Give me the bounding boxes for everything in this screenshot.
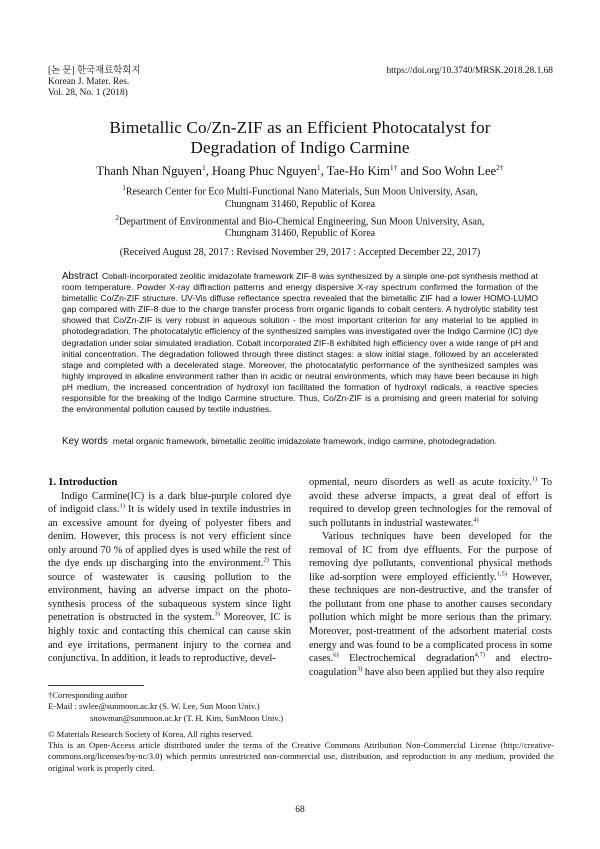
footnote-divider: [48, 685, 144, 686]
license-text: This is an Open-Access article distributed under the terms of the Creative Commons Attribution Non-Commercial License (http://creative-commons.org/licenses/by-nc/3.0) which permits unrestricted non-commercial use, distribution, and reproduction in any medium, provided the original work is properly cited.: [48, 740, 554, 773]
affiliation-1-line-2: Chungnam 31460, Republic of Korea: [224, 198, 376, 210]
citation[interactable]: 1,5): [496, 570, 507, 578]
abstract-text: Cobalt-incorporated zeolitic imidazolate framework ZIF-8 was synthesized by a simple one-pot synthesis method at room temperature. Powder X-ray diffraction patterns and energy dispersive X-ray spectrum confirmed the formation of the bimetallic Co/Zn-ZIF structure. UV-Vis diffuse reflectance spectra revealed that the bimetallic ZIF had a lower HOMO-LUMO gap compared with ZIF-8 due to the charge transfer process from organic ligands to cobalt centers. A hydrolytic stability test showed that Co/Zn-ZIF is very robust in aqueous solution - the most important criterion for any material to be applied in photodegradation. The photocatalytic efficiency of the synthesized samples was investigated over the Indigo Carmine (IC) dye degradation under solar simulated irradiation. Cobalt incorporated ZIF-8 exhibited high efficiency over a wide range of pH and initial concentration. The degradation followed through three distinct stages: a slow initial stage, followed by an accelerated stage and completed with a decelerated stage. Moreover, the photocatalytic performance of the synthesized samples was highly improved in alkaline environment rather than in acidic or neutral environments, which may have been because in high pH medium, the increased concentration of hydroxyl ion facilitated the formation of hydroxyl radicals, a reactive species responsible for the breaking of the Indigo Carmine structure. Thus, Co/Zn-ZIF is a promising and green material for solving the environmental pollution caused by textile industries.: [62, 271, 538, 415]
journal-korean-name: [논 문] 한국재료학회지: [48, 66, 141, 76]
keywords-text: metal organic framework, bimetallic zeolitic imidazolate framework, indigo carmine, photodegradation.: [112, 436, 498, 446]
footnotes: [48, 690, 283, 724]
affiliations: [60, 182, 540, 241]
copyright: © Materials Research Society of Korea, All rights reserved.: [48, 729, 254, 739]
intro-paragraph-1: Indigo Carmine(IC) is a dark blue-purple colored dye of indigoid class.$^{1)}$ It is widely used in textile industries in an excessive amount for dyeing of polyester fibers and denim. However, this process is not very efficient since only around 70 % of applied dyes is used while the rest of the dye ends up discharging into the environment.$^{2)}$ This source of wastewater is causing pollution to the environment, having an adverse impact on the photo-synthesis process of the subaqueous system since light penetration is obstructed in the system.$^{3)}$ Moreover, IC is highly toxic and contacting this chemical can cause skin and eye irritations, permanent injury to the cornea and conjunctiva. In addition, it leads to reproductive, devel-: [48, 490, 291, 665]
citation[interactable]: 4,7): [474, 651, 485, 659]
journal-abbreviation: Korean J. Mater. Res.: [48, 77, 130, 88]
author: Soo Wohn Lee$^{2\dagger}$: [421, 163, 504, 179]
abstract-label: Abstract: [62, 271, 98, 282]
left-column: [48, 476, 291, 666]
affiliation-2-line-2: Chungnam 31460, Republic of Korea: [224, 228, 376, 240]
doi-link[interactable]: https://doi.org/10.3740/MRSK.2018.28.1.68: [386, 66, 553, 76]
email-line-1[interactable]: E-Mail : swlee@sunmoon.ac.kr (S. W. Lee, Sun Moon Univ.): [48, 701, 260, 712]
author: Hoang Phuc Nguyen$^1$,: [211, 163, 327, 179]
right-column: [309, 476, 552, 679]
keywords: [62, 436, 538, 447]
title-line-1: Bimetallic Co/Zn-ZIF as an Efficient Photocatalyst for: [109, 118, 491, 137]
citation[interactable]: 6): [333, 651, 339, 659]
journal-volume: Vol. 28, No. 1 (2018): [48, 88, 128, 99]
affiliation-2: $^2$Department of Environmental and Bio-Chemical Engineering, Sun Moon University, Asan,: [115, 213, 485, 227]
intro-paragraph-1-cont: opmental, neuro disorders as well as acute toxicity.$^{1)}$ To avoid these adverse impacts, a great deal of effort is required to develop green technologies for the removal of such pollutants in industrial wastewater.$^{4)}$: [309, 475, 552, 529]
citation[interactable]: 2): [263, 556, 269, 564]
license-notice: [48, 729, 554, 774]
keywords-label: Key words: [62, 436, 108, 447]
citation[interactable]: 1): [531, 475, 538, 483]
email-line-2[interactable]: snowman@sunmoon.ac.kr (T. H. Kim, SunMoon Univ.): [90, 712, 284, 723]
journal-header: [48, 66, 140, 100]
intro-paragraph-2: Various techniques have been developed for the removal of IC from dye effluents. For the purpose of removing dye pollutants, conventional physical methods like ad-sorption were employed efficiently.$^{1,5)}$ However, these techniques are non-destructive, and the transfer of the pollutant from one phase to another causes secondary pollution which might be more serious than the primary. Moreover, post-treatment of the adsorbent material costs energy and was found to be a complicated process in some cases.$^{6)}$ Electrochemical degradation$^{4,7)}$ and electro-coagulation$^{3)}$ have also been applied but they also require: [309, 531, 553, 678]
citation[interactable]: 3): [356, 665, 363, 673]
author-list: [30, 163, 570, 179]
received-dates: (Received August 28, 2017 : Revised November 29, 2017 : Accepted December 22, 2017): [119, 247, 481, 258]
corresponding-author: †Corresponding author: [48, 690, 128, 700]
citation[interactable]: 3): [214, 611, 220, 619]
affiliation-1: $^1$Research Center for Eco Multi-Functional Nano Materials, Sun Moon University, Asan,: [122, 184, 478, 198]
author: Thanh Nhan Nguyen$^1$,: [96, 163, 212, 179]
section-title: 1. Introduction: [48, 476, 118, 488]
abstract: [62, 271, 538, 415]
page-number: 68: [295, 804, 305, 815]
citation[interactable]: 1): [119, 502, 125, 510]
citation[interactable]: 4): [473, 516, 479, 524]
author: Tae-Ho Kim$^{1\dagger}$ and: [326, 163, 422, 179]
title-line-2: Degradation of Indigo Carmine: [190, 138, 410, 157]
paper-title: [40, 118, 560, 158]
